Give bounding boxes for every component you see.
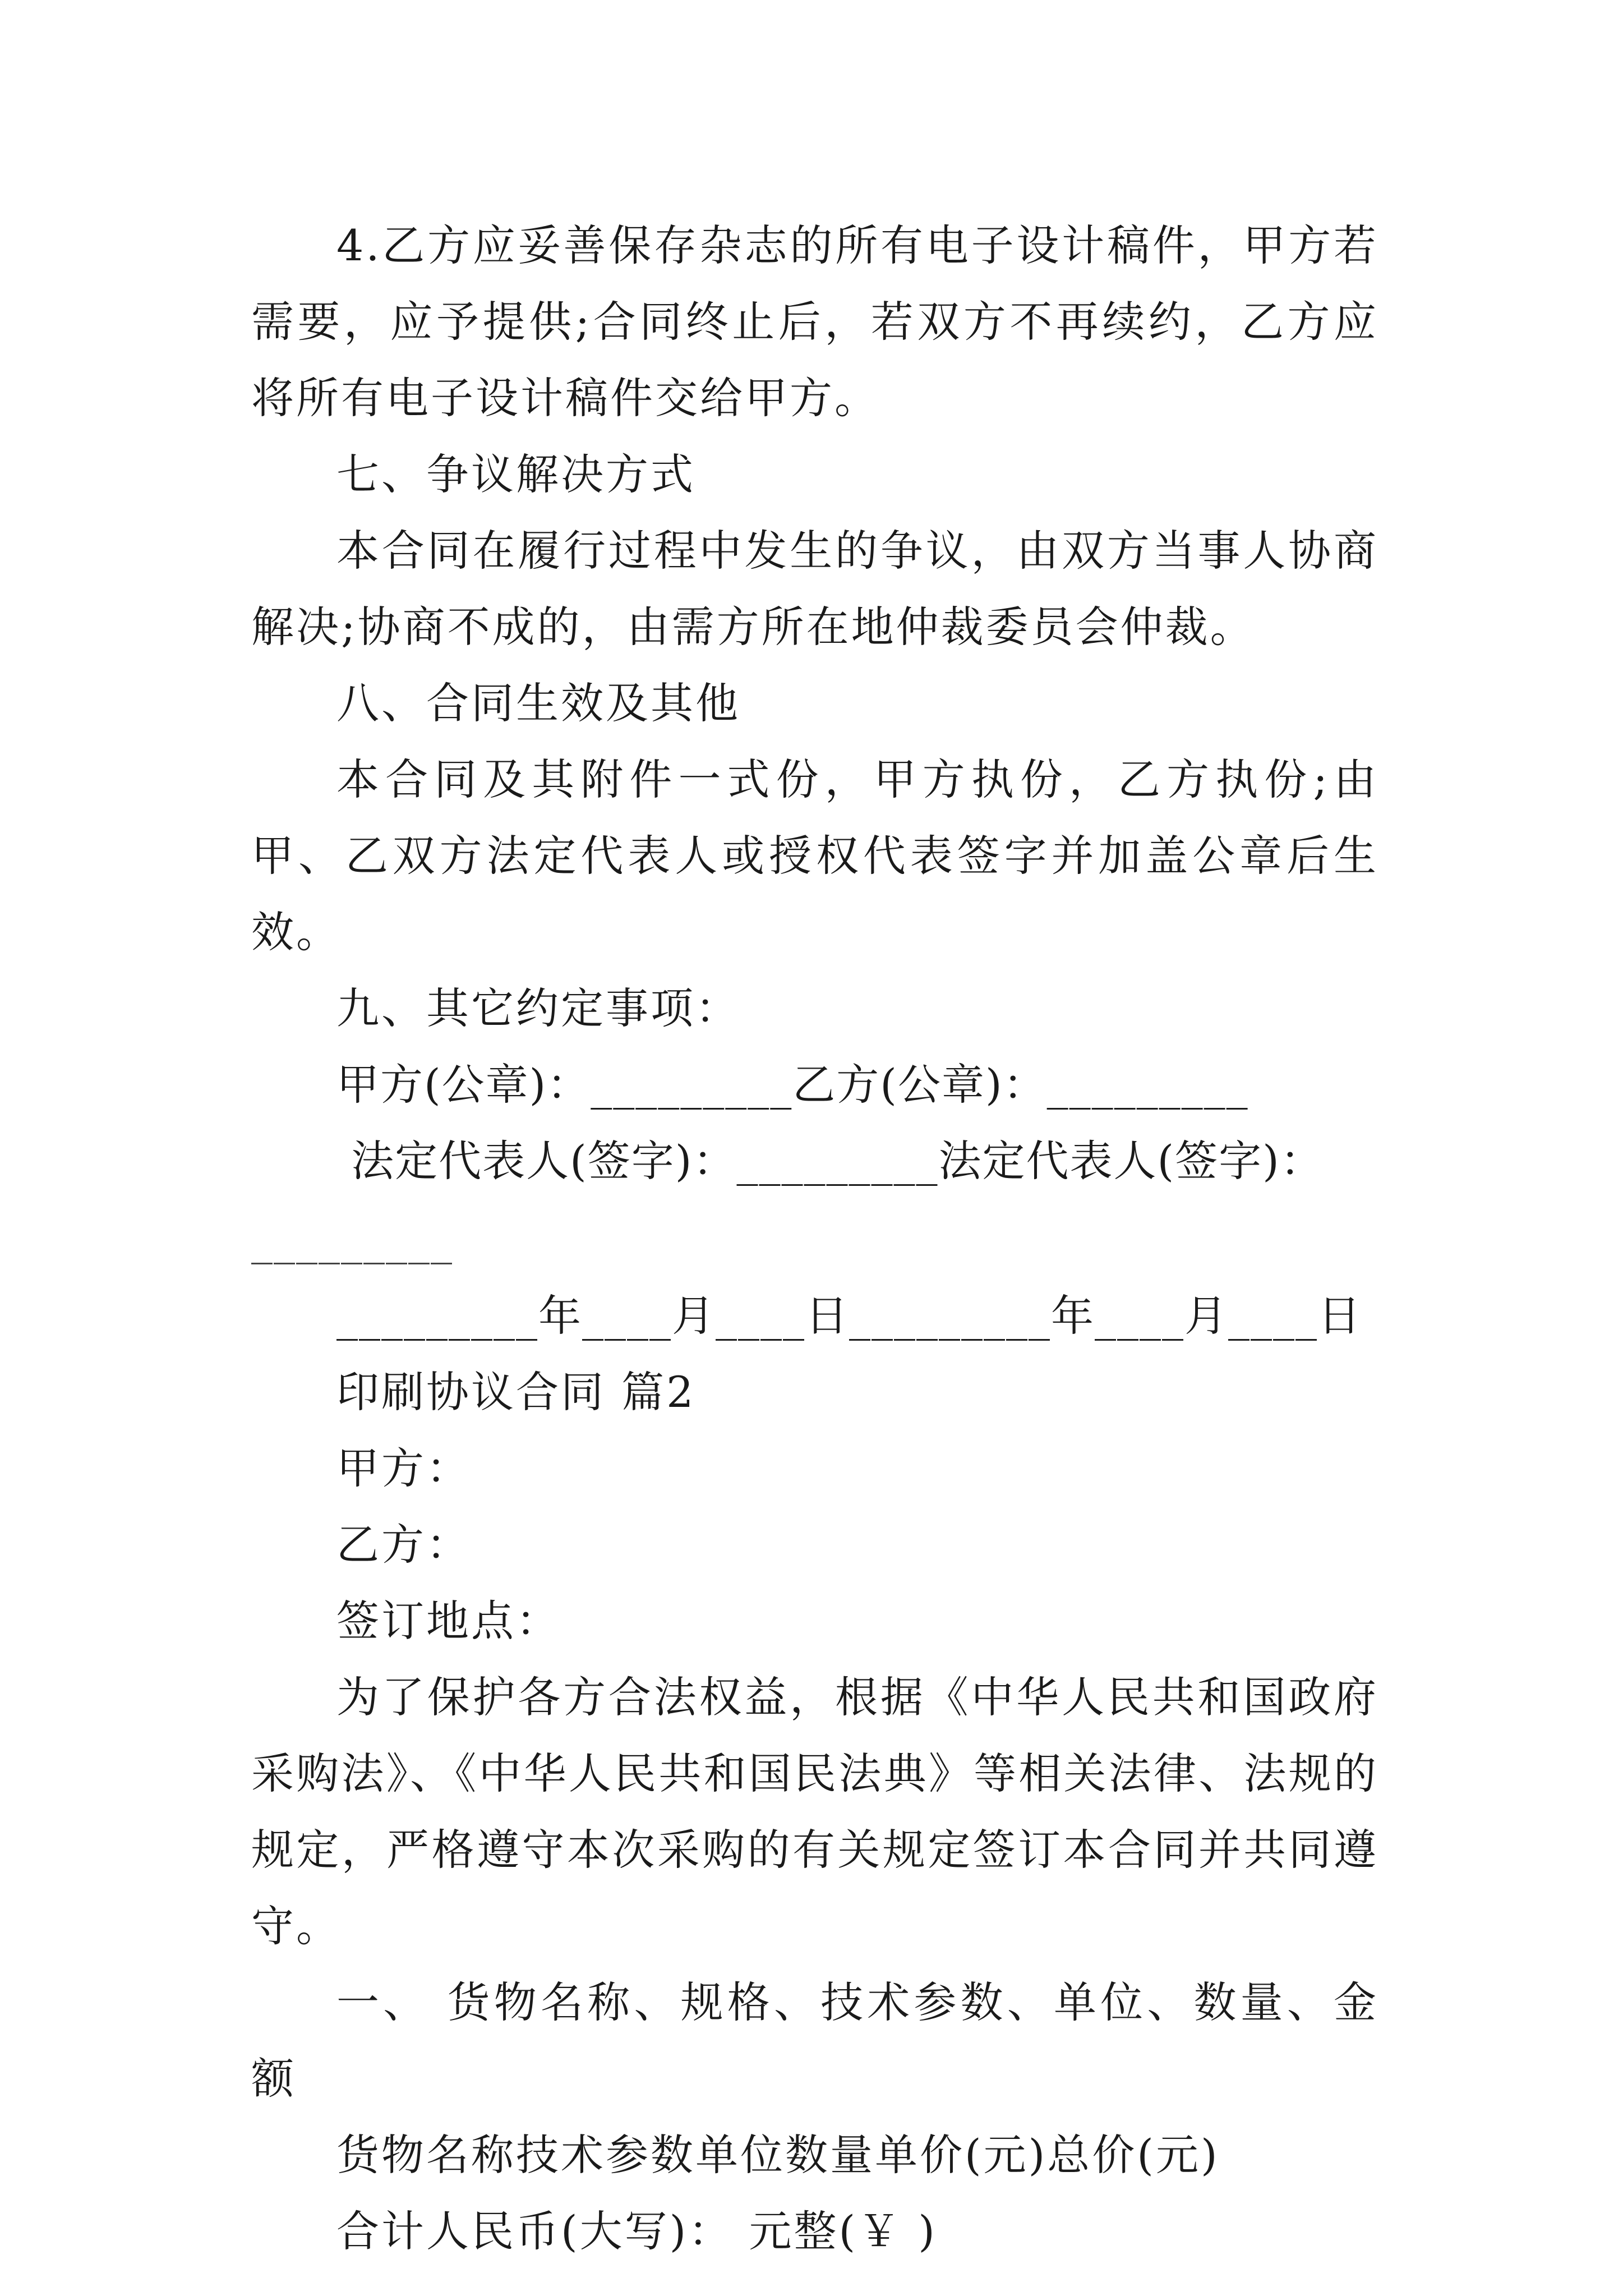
contract-title-part-2: 印刷协议合同 篇2 [336, 1367, 696, 1417]
signing-place-label: 签订地点： [336, 1596, 561, 1646]
signature-date-line: _________年____月____日_________年____月____日 [336, 1291, 1362, 1341]
party-b-label: 乙方： [336, 1520, 471, 1570]
heading-section-7: 七、争议解决方式 [336, 449, 695, 499]
signature-representative-blank: _________ [251, 1214, 453, 1264]
heading-section-8: 八、合同生效及其他 [336, 678, 740, 728]
heading-section-1: 一、 货物名称、规格、技术参数、单位、数量、金额 [251, 1977, 1378, 2104]
signature-representative-line: 法定代表人(签字)：_________法定代表人(签字)： [336, 1136, 1324, 1186]
party-a-label: 甲方： [336, 1443, 471, 1493]
paragraph-section-8: 本合同及其附件一式份，甲方执份，乙方执份;由甲、乙双方法定代表人或授权代表签字并加盖公章后生效。 [251, 754, 1378, 957]
total-amount-line: 合计人民币(大写)： 元整(￥ ) [336, 2206, 937, 2256]
signature-seal-line: 甲方(公章)：_________乙方(公章)：_________ [336, 1060, 1249, 1110]
paragraph-section-7: 本合同在履行过程中发生的争议，由双方当事人协商解决;协商不成的，由需方所在地仲裁委员会仲裁。 [251, 526, 1378, 652]
heading-section-9: 九、其它约定事项： [336, 983, 740, 1033]
paragraph-intro: 为了保护各方合法权益，根据《中华人民共和国政府采购法》、《中华人民共和国民法典》等相关法律、法规的规定，严格遵守本次采购的有关规定签订本合同并共同遵守。 [251, 1672, 1378, 1951]
goods-table-header: 货物名称技术参数单位数量单价(元)总价(元) [336, 2130, 1220, 2180]
paragraph-item-4: 4.乙方应妥善保存杂志的所有电子设计稿件，甲方若需要，应予提供;合同终止后，若双方不再续约，乙方应将所有电子设计稿件交给甲方。 [251, 220, 1378, 423]
document-body [251, 208, 1378, 2270]
